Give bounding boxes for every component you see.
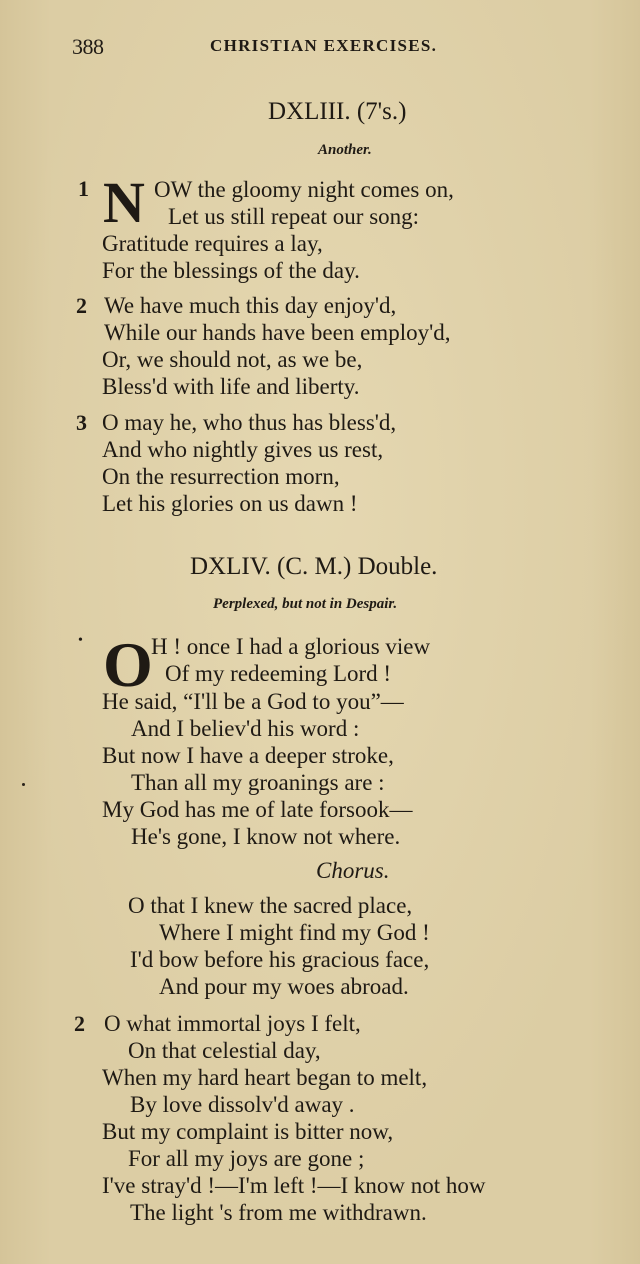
verse-line: But my complaint is bitter now, [102,1119,394,1144]
hymn-title-dxliv: DXLIV. (C. M.) Double. [190,553,438,580]
drop-cap: N [103,170,145,235]
verse-line: But now I have a deeper stroke, [102,743,394,768]
verse-line: We have much this day enjoy'd, [104,293,397,318]
verse-line: By love dissolv'd away . [130,1092,355,1117]
verse-line: For all my joys are gone ; [128,1146,365,1171]
chorus-line: O that I knew the sacred place, [128,893,413,918]
verse-line: On that celestial day, [128,1038,321,1063]
verse-line: My God has me of late forsook— [102,797,413,822]
verse-line: H ! once I had a glorious view [151,634,431,659]
chorus-line: Where I might find my God ! [159,920,430,945]
verse-line: O may he, who thus has bless'd, [102,410,397,435]
verse-line: He's gone, I know not where. [131,824,401,849]
verse-line: Let us still repeat our song: [168,204,420,229]
verse-line: O what immortal joys I felt, [104,1011,361,1036]
verse-line: He said, “I'll be a God to you”— [102,689,404,714]
verse-line: When my hard heart began to melt, [102,1065,428,1090]
verse-line: And who nightly gives us rest, [102,437,384,462]
ink-speck [22,783,25,786]
verse-line: Bless'd with life and liberty. [102,374,360,399]
hymn-subtitle-dxliii: Another. [318,142,372,158]
hymn-title-dxliii: DXLIII. (7's.) [268,98,407,125]
hymn-subtitle-dxliv: Perplexed, but not in Despair. [213,596,398,612]
verse-line: The light 's from me withdrawn. [130,1200,427,1225]
verse-line: I've stray'd !—I'm left !—I know not how [102,1173,486,1198]
verse-number: 2 [74,1011,85,1036]
verse-line: OW the gloomy night comes on, [154,177,454,202]
verse-number: 3 [76,410,87,435]
verse-line: While our hands have been employ'd, [104,320,451,345]
verse-line: Of my redeeming Lord ! [165,661,392,686]
verse-line: For the blessings of the day. [102,258,360,283]
chorus-line: I'd bow before his gracious face, [130,947,430,972]
verse-line: Than all my groanings are : [131,770,385,795]
verse-marker: • [78,633,83,648]
verse-line: Let his glories on us dawn ! [102,491,358,516]
chorus-label: Chorus. [316,858,390,883]
verse-line: Or, we should not, as we be, [102,347,363,372]
verse-line: Gratitude requires a lay, [102,231,323,256]
chorus-line: And pour my woes abroad. [159,974,409,999]
verse-line: And I believ'd his word : [131,716,360,741]
drop-cap: O [103,629,153,700]
verse-line: On the resurrection morn, [102,464,340,489]
verse-number: 2 [76,293,87,318]
verse-number: 1 [78,176,89,201]
page-number: 388 [72,34,104,59]
running-head: CHRISTIAN EXERCISES. [210,36,438,55]
